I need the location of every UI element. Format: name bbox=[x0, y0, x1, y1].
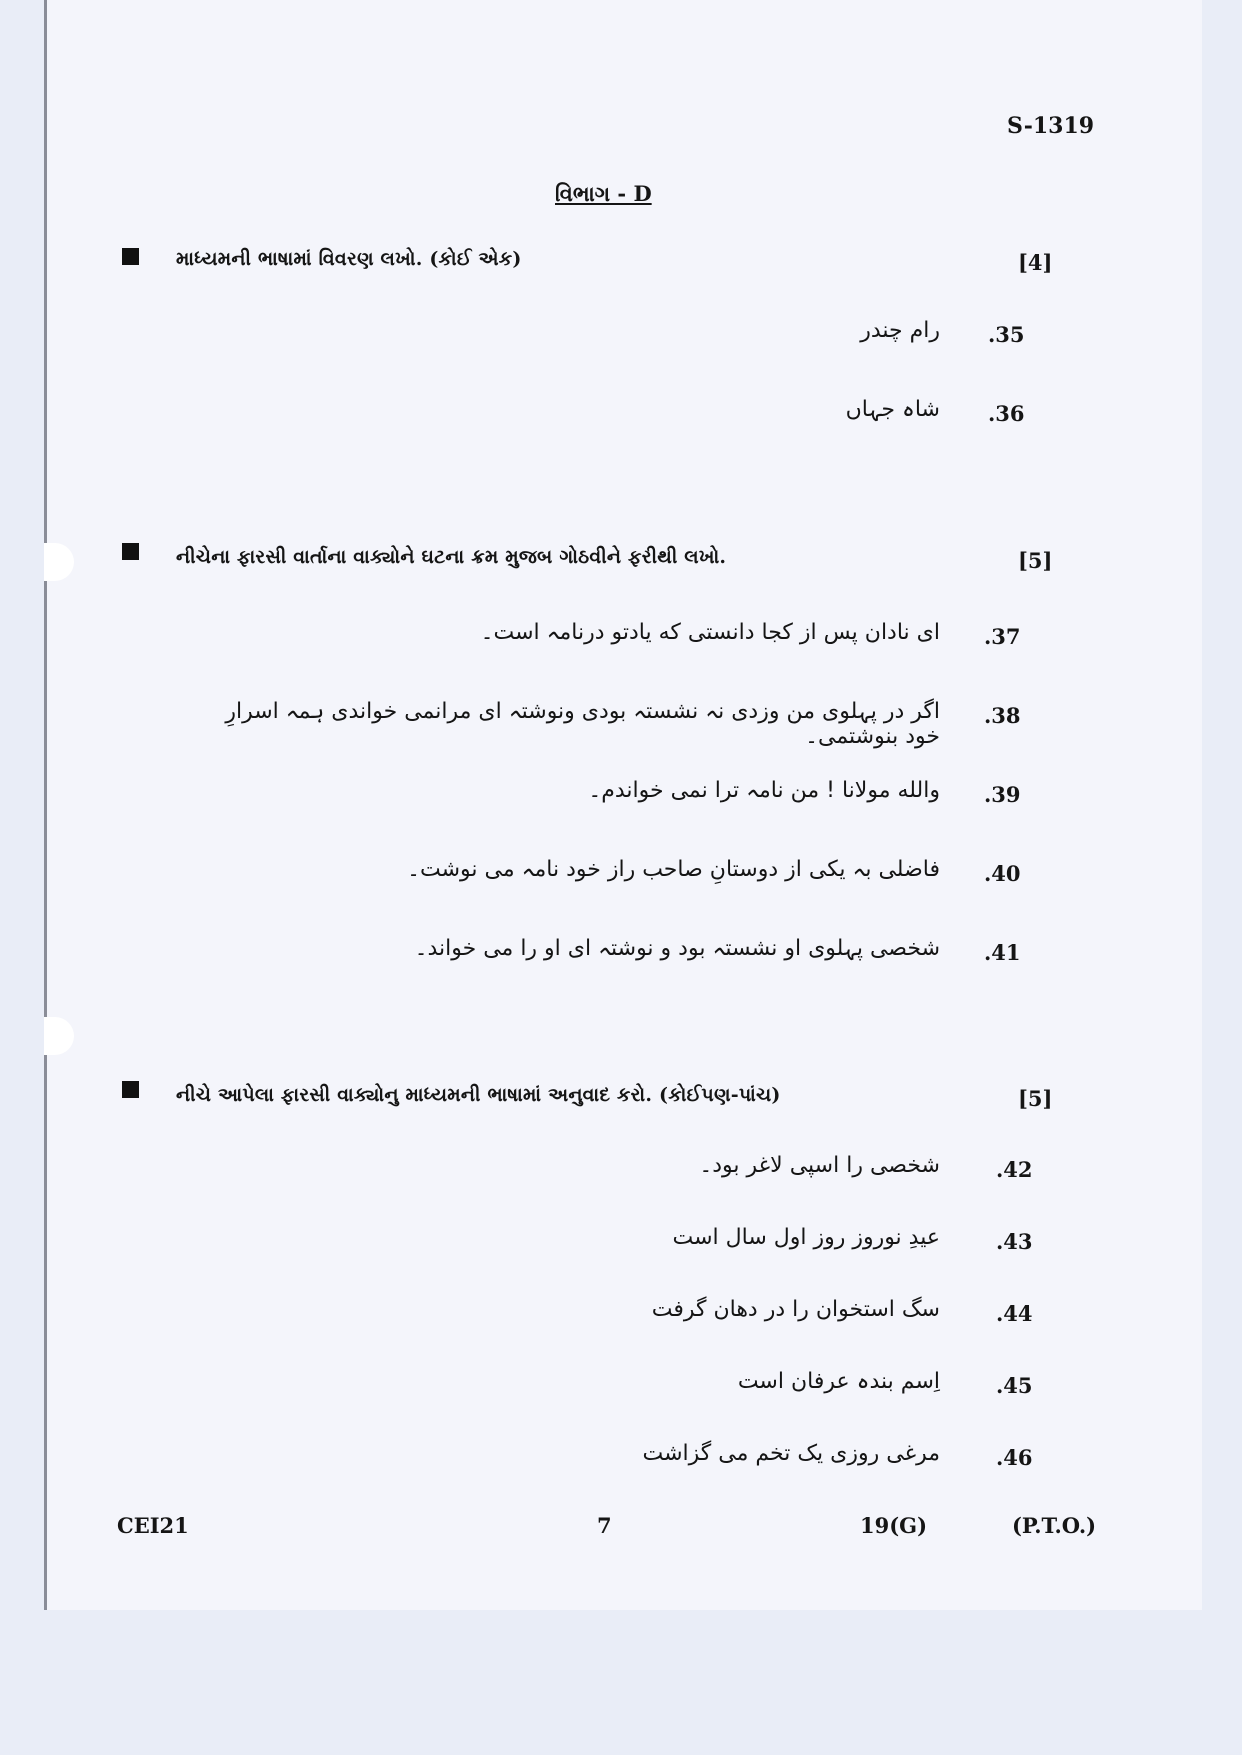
section-title: વિભાગ - D bbox=[555, 181, 652, 206]
section-instruction: નીચેના ફારસી વાર્તાના વાક્યોને ઘટના ક્રમ મુજબ ગોઠવીને ફરીથી લખો. bbox=[176, 546, 727, 568]
page-number: 7 bbox=[597, 1513, 612, 1538]
question-text: فاضلی بہ یکی از دوستانِ صاحب راز خود نامہ می نوشت۔ bbox=[407, 857, 940, 882]
question-number: .39 bbox=[984, 782, 1021, 807]
section-marks: [5] bbox=[1018, 1086, 1053, 1111]
question-text: سگ استخوان را در دھان گرفت bbox=[651, 1297, 940, 1322]
question-number: .41 bbox=[984, 940, 1021, 965]
question-text: اگر در پہلوی من وزدی نہ نشستہ بودی ونوشتہ ای مرانمی خواندی ہمہ اسرارِ خود بنوشتمی۔ bbox=[225, 699, 940, 749]
question-text: اِسم بندہ عرفان است bbox=[737, 1369, 940, 1394]
question-text: مرغی روزی یک تخم می گزاشت bbox=[642, 1441, 940, 1466]
question-number: .42 bbox=[996, 1157, 1033, 1182]
footer-exam-code: CEI21 bbox=[117, 1513, 189, 1538]
bullet-square bbox=[122, 248, 139, 265]
question-text: والله مولانا ! من نامہ ترا نمی خواندم۔ bbox=[588, 778, 940, 803]
question-text: ای نادان پس از کجا دانستی که یادتو درنامہ است۔ bbox=[480, 620, 940, 645]
question-text: رام چندر bbox=[860, 318, 940, 343]
question-number: .44 bbox=[996, 1301, 1033, 1326]
paper-code: S-1319 bbox=[1007, 113, 1095, 139]
section-marks: [4] bbox=[1018, 250, 1053, 275]
question-number: .36 bbox=[988, 401, 1025, 426]
bullet-square bbox=[122, 1081, 139, 1098]
question-number: .35 bbox=[988, 322, 1025, 347]
please-turn-over: (P.T.O.) bbox=[1012, 1513, 1097, 1538]
section-marks: [5] bbox=[1018, 548, 1053, 573]
question-number: .37 bbox=[984, 624, 1021, 649]
question-number: .46 bbox=[996, 1445, 1033, 1470]
section-instruction: માધ્યમની ભાષામાં વિવરણ લખો. (કોઈ એક) bbox=[176, 248, 522, 270]
question-number: .38 bbox=[984, 703, 1021, 728]
question-number: .40 bbox=[984, 861, 1021, 886]
bullet-square bbox=[122, 543, 139, 560]
section-instruction: નીચે આપેલા ફારસી વાક્યોનુ માધ્યમની ભાષામાં અનુવાદ કરો. (કોઈપણ-પાંચ) bbox=[176, 1084, 781, 1106]
question-text: شاہ جہاں bbox=[845, 397, 940, 422]
question-number: .43 bbox=[996, 1229, 1033, 1254]
question-text: شخصی را اسپی لاغر بود۔ bbox=[699, 1153, 940, 1178]
question-text: شخصی پہلوی او نشستہ بود و نوشتہ ای او را می خواند۔ bbox=[414, 936, 940, 961]
question-text: عیدِ نوروز روز اول سال است bbox=[672, 1225, 940, 1250]
footer-code: 19(G) bbox=[860, 1513, 928, 1538]
question-number: .45 bbox=[996, 1373, 1033, 1398]
